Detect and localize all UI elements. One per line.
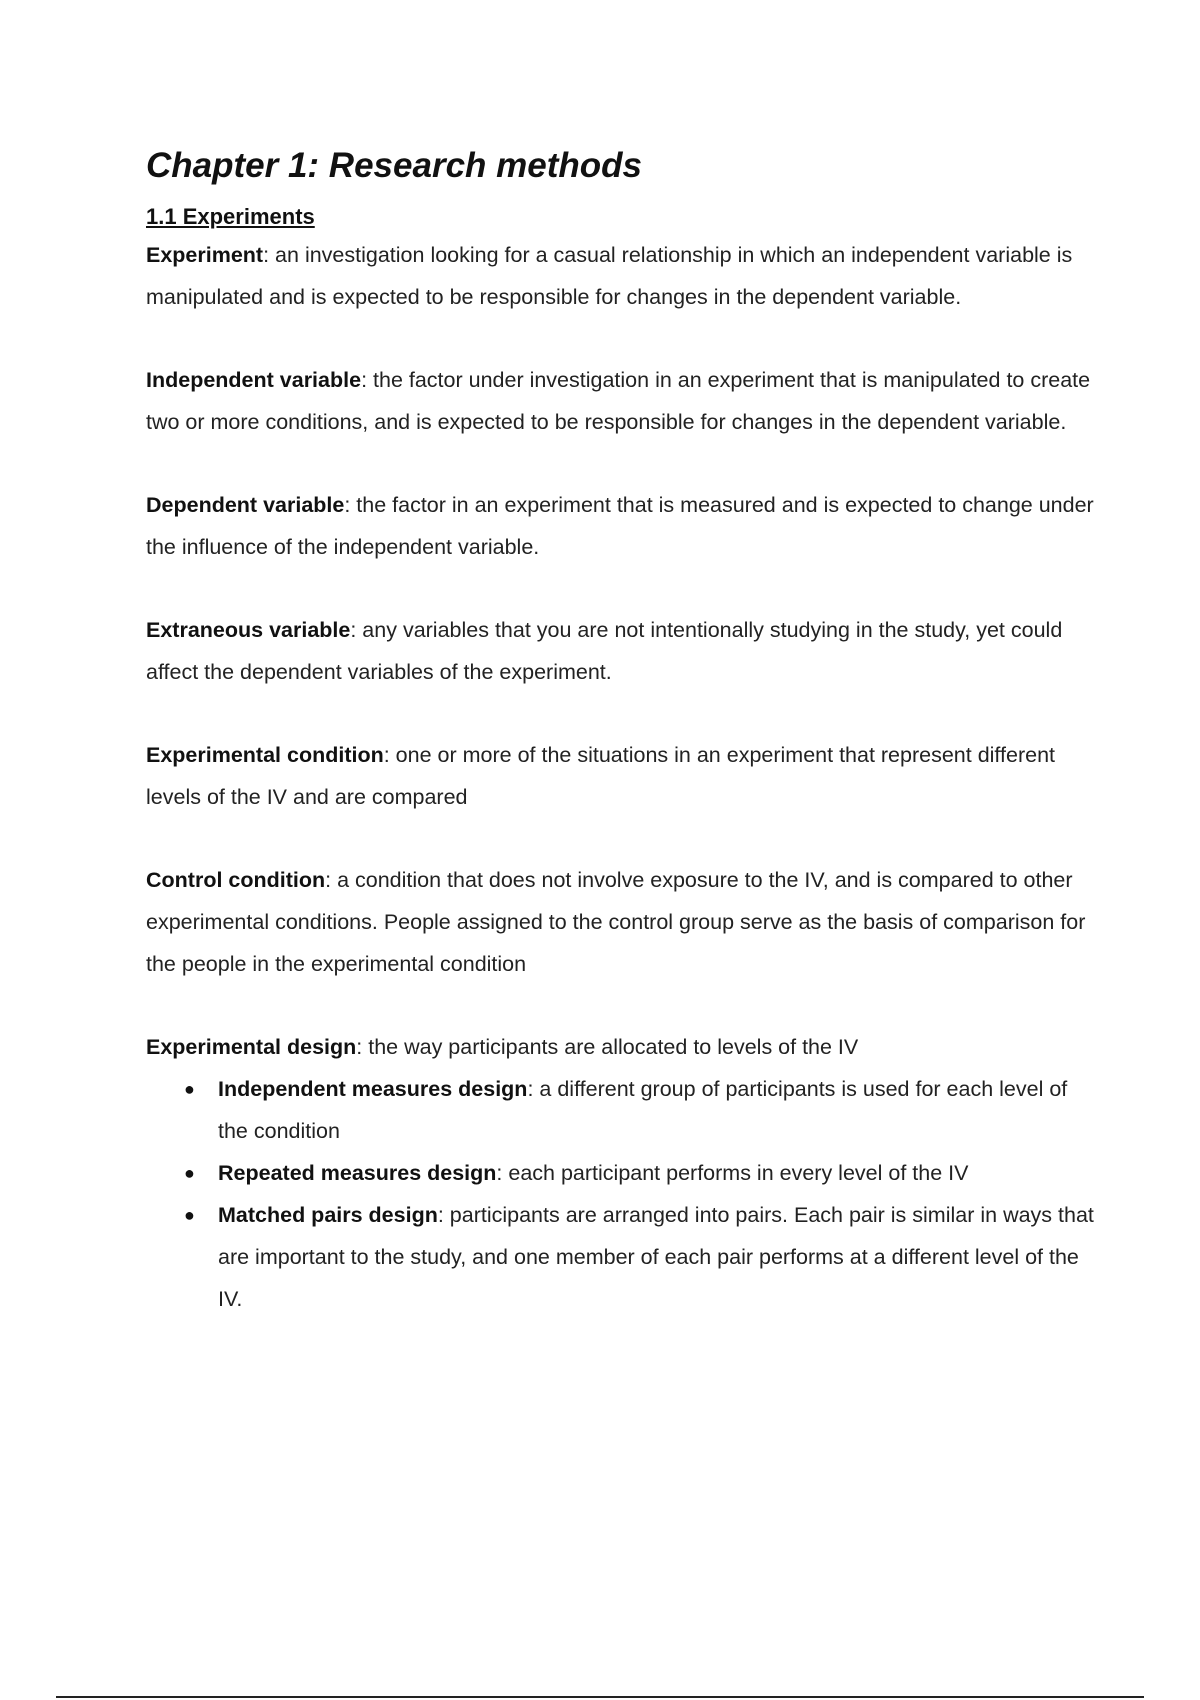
design-text: : a different group of participants is used for each level of the condition (218, 1077, 1068, 1143)
definition-text: : any variables that you are not intentionally studying in the study, yet could affect the dependent variables of the experiment. (146, 618, 1063, 684)
design-term: Repeated measures design (218, 1161, 497, 1185)
definition-term: Dependent variable (146, 493, 345, 517)
definition-term: Experimental design (146, 1035, 357, 1059)
definition-dependent-variable (146, 484, 1096, 568)
definition-experimental-design (146, 1026, 1096, 1068)
definition-independent-variable (146, 359, 1096, 443)
design-term: Independent measures design (218, 1077, 528, 1101)
definition-text: : the way participants are allocated to levels of the IV (356, 1035, 859, 1059)
definition-term: Control condition (146, 868, 326, 892)
definition-text: : one or more of the situations in an experiment that represent different levels of the IV and are compared (146, 743, 1056, 809)
definition-term: Experiment (146, 243, 264, 267)
design-types-list (146, 1068, 1096, 1320)
definition-term: Experimental condition (146, 743, 384, 767)
bullet-icon: ● (184, 1205, 195, 1225)
definition-text: : a condition that does not involve exposure to the IV, and is compared to other experimental conditions. People assigned to the control group serve as the basis of comparison for the people in the experimental condition (146, 868, 1086, 976)
definition-term: Extraneous variable (146, 618, 351, 642)
list-item (184, 1152, 1096, 1194)
definition-experiment (146, 234, 1096, 318)
chapter-title: Chapter 1: Research methods (146, 146, 642, 185)
definition-experimental-condition (146, 734, 1096, 818)
definition-text: : the factor under investigation in an experiment that is manipulated to create two or more conditions, and is expected to be responsible for changes in the dependent variable. (146, 368, 1091, 434)
definition-term: Independent variable (146, 368, 362, 392)
section-heading: 1.1 Experiments (146, 204, 315, 229)
bullet-icon: ● (184, 1163, 195, 1183)
definition-extraneous-variable (146, 609, 1096, 693)
definition-text: : the factor in an experiment that is measured and is expected to change under the influence of the independent variable. (146, 493, 1094, 559)
design-text: : participants are arranged into pairs. Each pair is similar in ways that are important to the study, and one member of each pair performs at a different level of the IV. (218, 1203, 1094, 1311)
list-item (184, 1068, 1096, 1152)
list-item (184, 1194, 1096, 1320)
design-text: : each participant performs in every level of the IV (496, 1161, 969, 1185)
page-bottom-rule (56, 1696, 1144, 1698)
design-term: Matched pairs design (218, 1203, 438, 1227)
document-page (146, 140, 1096, 1320)
bullet-icon: ● (184, 1079, 195, 1099)
definition-control-condition (146, 859, 1096, 985)
definition-text: : an investigation looking for a casual relationship in which an independent variable is manipulated and is expected to be responsible for changes in the dependent variable. (146, 243, 1073, 309)
